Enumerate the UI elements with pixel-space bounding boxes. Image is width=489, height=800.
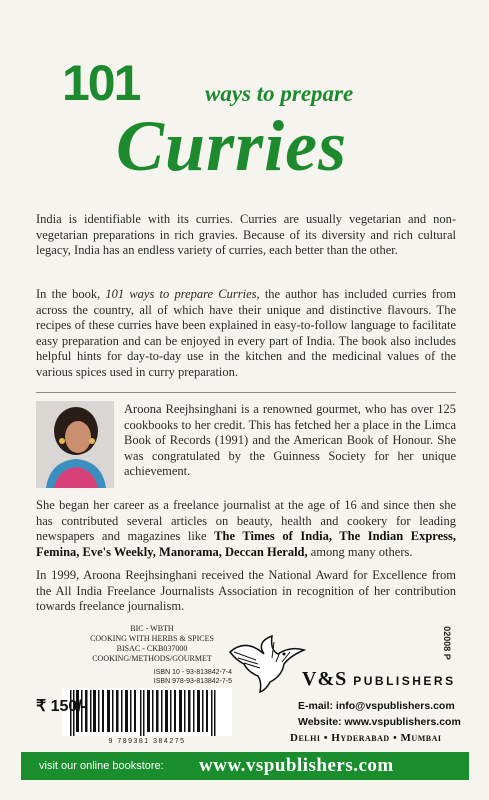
footer-banner [21,752,469,780]
description-text: , the author has included curries from across the country, all of which have their unique and distinctive flavours. The recipes of these curries have been explained in easy-to-follow language to facilitate easy preparation and can be enjoyed in every part of India. The book also includes helpful hints for day-to-day use in the kitchen and the medicinal values of the various spices used in curry preparation. [36,287,457,379]
publication-list: The Times of India, The Indian Express, Femina, Eve's Weekly, Manorama, Deccan Herald, [36,529,456,559]
publisher-website: Website: www.vspublishers.com [298,716,461,728]
isbn-block [72,668,232,686]
product-code-text: 02008 P [441,626,452,660]
bisac-code: BISAC - CKB037000 [116,644,188,653]
description-paragraph-2 [36,287,456,381]
book-title-italic: 101 ways to prepare Curries [105,287,257,301]
classification-block [72,624,232,664]
bio-text: among many others. [307,544,413,559]
author-bio-3: In 1999, Aroona Reejhsinghani received the National Award for Excellence from the All India Freelance Journalists Association in recognition of her contribution towards freelance journalism. [36,568,456,614]
isbn-10: ISBN 10 - 93-813842-7-4 [153,669,232,676]
eagle-logo-icon [226,632,308,694]
title-number: 101 [62,55,140,111]
footer-url-link[interactable]: www.vspublishers.com [199,755,394,776]
description-paragraph-1: India is identifiable with its curries. Curries are usually vegetarian and non-vegetarian preparations in rich gravies. Because of its diversity and rich cultural legacy, India has an endless variety of curries, each better than the other. [36,212,456,258]
price-label: ₹ 150/- [36,698,88,715]
barcode [62,688,232,736]
section-divider [36,392,456,393]
publisher-cities: Delhi • Hyderabad • Mumbai [290,732,442,744]
description-text: In the book, [36,287,106,301]
publisher-pub: PUBLISHERS [353,674,456,688]
footer-label: visit our online bookstore: [39,760,164,772]
bio-text: She began her career as a freelance journalist at the age of 16 and since then she has contributed several articles on beauty, health and cookery for leading newspapers and magazines like [36,498,456,544]
bic-description: COOKING WITH HERBS & SPICES [90,634,214,643]
author-photo [36,401,114,488]
publisher-name [302,668,456,691]
title-subtitle: ways to prepare [205,81,354,106]
barcode-digits: 9 789381 384275 [108,738,186,745]
author-bio-1: Aroona Reejhsinghani is a renowned gourmet, who has over 125 cookbooks to her credit. This has fetched her a place in the Limca Book of Records (1991) and the American Book of Honour. She was congratulated by the Guinness Society for her unique achievement. [124,402,456,479]
isbn-13: ISBN 978-93-813842-7-5 [153,678,232,685]
title-main: Curries [116,106,348,186]
product-code [441,608,472,688]
publisher-email: E-mail: info@vspublishers.com [298,700,455,712]
publisher-vs: V&S [302,668,348,690]
bic-code: BIC - WBTH [130,624,174,633]
author-bio-2 [36,498,456,560]
bisac-description: COOKING/METHODS/GOURMET [92,654,212,663]
